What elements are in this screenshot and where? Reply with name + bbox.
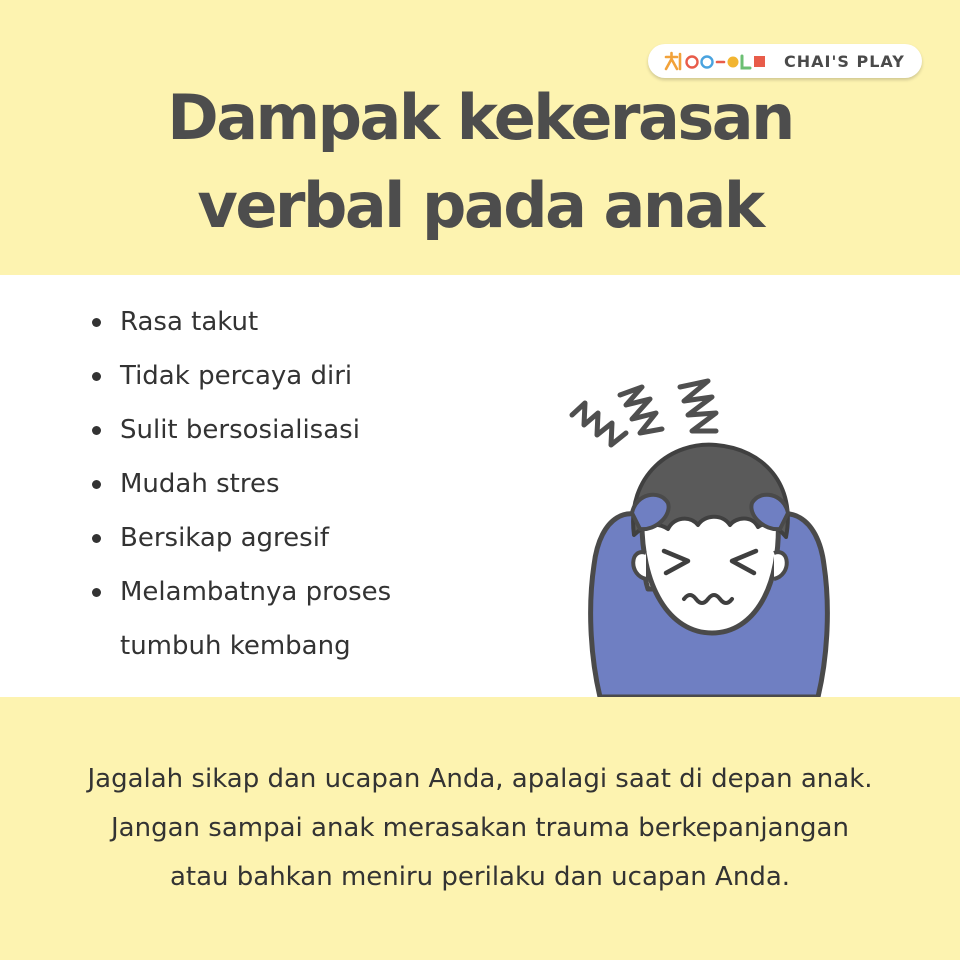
bullet-icon — [92, 318, 101, 327]
stress-squiggle-left — [572, 403, 626, 445]
list-item — [92, 349, 391, 403]
bullet-icon — [92, 372, 101, 381]
list-item-text: Tidak percaya diri — [120, 361, 353, 391]
stressed-child-illustration — [560, 375, 860, 697]
title-line-1: Dampak kekerasan — [167, 81, 793, 154]
page-title — [0, 74, 960, 250]
message-line-2: Jangan sampai anak merasakan trauma berkepanjangan — [111, 813, 849, 843]
list-item-text: Bersikap agresif — [120, 523, 330, 553]
bullet-icon — [92, 480, 101, 489]
list-item-line-1: Melambatnya proses — [120, 577, 392, 607]
footer-section — [0, 697, 960, 960]
list-item-text: Rasa takut — [120, 307, 259, 337]
list-item — [92, 457, 391, 511]
list-item — [92, 295, 391, 349]
brand-badge — [648, 44, 922, 78]
list-item — [92, 511, 391, 565]
message-line-1: Jagalah sikap dan ucapan Anda, apalagi saat di depan anak. — [87, 764, 873, 794]
bullet-icon — [92, 534, 101, 543]
bullet-icon — [92, 588, 101, 597]
list-item-line-2: tumbuh kembang — [120, 631, 351, 661]
message-line-3: atau bahkan meniru perilaku dan ucapan Anda. — [169, 862, 791, 892]
stress-squiggle-middle — [620, 387, 662, 433]
toodol-logo-icon — [664, 50, 770, 72]
header-section — [0, 0, 960, 275]
effects-list — [92, 295, 391, 673]
list-item-text: Sulit bersosialisasi — [120, 415, 360, 445]
list-item — [92, 403, 391, 457]
list-item-text — [120, 565, 391, 673]
list-item-text: Mudah stres — [120, 469, 280, 499]
advice-message — [0, 755, 960, 902]
content-section — [0, 275, 960, 697]
bullet-icon — [92, 426, 101, 435]
title-line-2: verbal pada anak — [197, 169, 763, 242]
stress-squiggle-right — [680, 381, 716, 431]
list-item — [92, 565, 391, 673]
brand-name: CHAI'S PLAY — [784, 51, 905, 71]
